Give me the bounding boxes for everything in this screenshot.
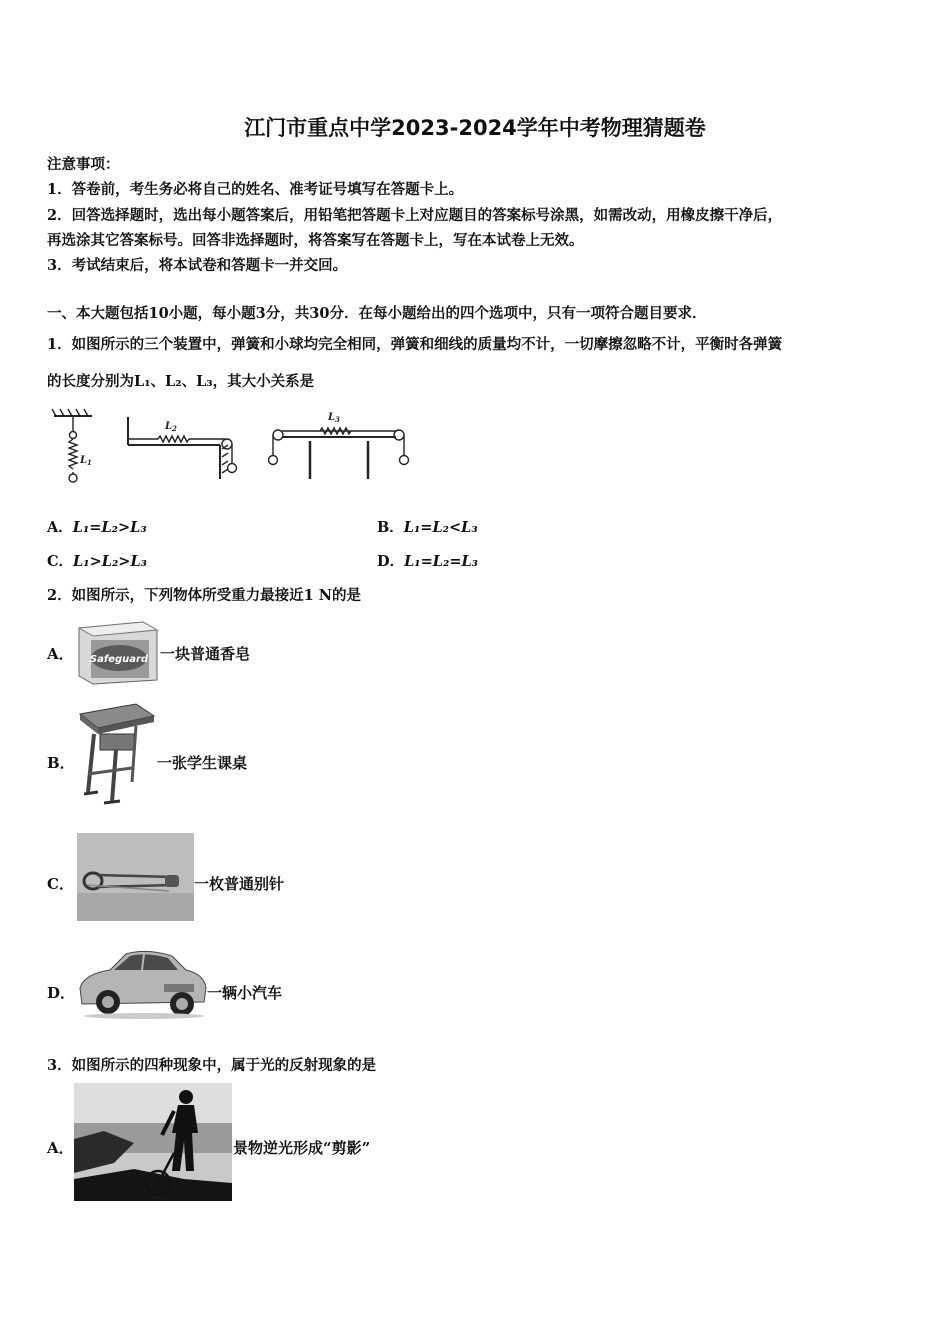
option-text: L₁=L₂<L₃ — [403, 519, 478, 536]
soap-image — [73, 618, 159, 686]
notice-item-2b: 再选涂其它答案标号。回答非选择题时，将答案写在答题卡上，写在本试卷上无效。 — [47, 232, 584, 249]
q2-option-d-label: D． — [47, 984, 76, 1002]
q1-stem-line2: 的长度分别为L₁、L₂、L₃，其大小关系是 — [47, 373, 315, 390]
notice-heading: 注意事项： — [47, 156, 120, 173]
q2-option-b-text: 一张学生课桌 — [157, 754, 248, 772]
q2-option-a-text: 一块普通香皂 — [160, 645, 251, 663]
desk-image — [76, 702, 156, 806]
option-label: D． — [377, 553, 405, 570]
option-text: L₁=L₂>L₃ — [72, 519, 147, 536]
q3-stem: 3．如图所示的四种现象中，属于光的反射现象的是 — [47, 1057, 377, 1074]
q1-option-b[interactable] — [377, 516, 478, 537]
q2-option-c-text: 一枚普通别针 — [194, 875, 285, 893]
label-l3: $L_3$ — [328, 412, 340, 424]
q2-option-b-label: B． — [47, 754, 75, 772]
q1-stem-line1: 1．如图所示的三个装置中，弹簧和小球均完全相同，弹簧和细线的质量均不计，一切摩擦忽略不计，平衡时各弹簧 — [47, 336, 783, 353]
notice-item-1: 1．答卷前，考生务必将自己的姓名、准考证号填写在答题卡上。 — [47, 181, 464, 198]
q2-stem: 2．如图所示，下列物体所受重力最接近1 N的是 — [47, 587, 361, 604]
q2-option-a-label: A． — [47, 645, 74, 663]
option-text: L₁>L₂>L₃ — [73, 553, 147, 570]
safety-pin-image — [77, 833, 194, 921]
q3-option-a-text: 景物逆光形成“剪影” — [233, 1139, 371, 1157]
q2-option-d-text: 一辆小汽车 — [207, 984, 283, 1002]
label-l1: $L_1$ — [80, 455, 92, 467]
car-image — [74, 942, 208, 1020]
option-label: B． — [377, 519, 404, 536]
notice-item-2a: 2．回答选择题时，选出每小题答案后，用铅笔把答题卡上对应题目的答案标号涂黑，如需改动，用橡皮擦干净后， — [47, 207, 783, 224]
q1-option-d[interactable] — [377, 550, 478, 571]
q1-option-c[interactable] — [47, 550, 147, 571]
q1-spring-figure — [50, 405, 410, 490]
q1-option-a[interactable] — [47, 516, 147, 537]
option-text: L₁=L₂=L₃ — [404, 553, 479, 570]
option-label: A． — [47, 519, 73, 536]
option-label: C． — [47, 553, 74, 570]
section-heading: 一、本大题包括10小题，每小题3分，共30分．在每小题给出的四个选项中，只有一项符合题目要求． — [47, 305, 707, 322]
label-l2: $L_2$ — [165, 421, 177, 433]
page-title: 江门市重点中学2023-2024学年中考物理猜题卷 — [244, 116, 706, 140]
notice-item-3: 3．考试结束后，将本试卷和答题卡一并交回。 — [47, 257, 348, 274]
silhouette-image — [74, 1083, 232, 1201]
q2-option-c-label: C． — [47, 875, 74, 893]
svg-text:Safeguard: Safeguard — [89, 654, 149, 665]
q3-option-a-label: A． — [47, 1139, 74, 1157]
